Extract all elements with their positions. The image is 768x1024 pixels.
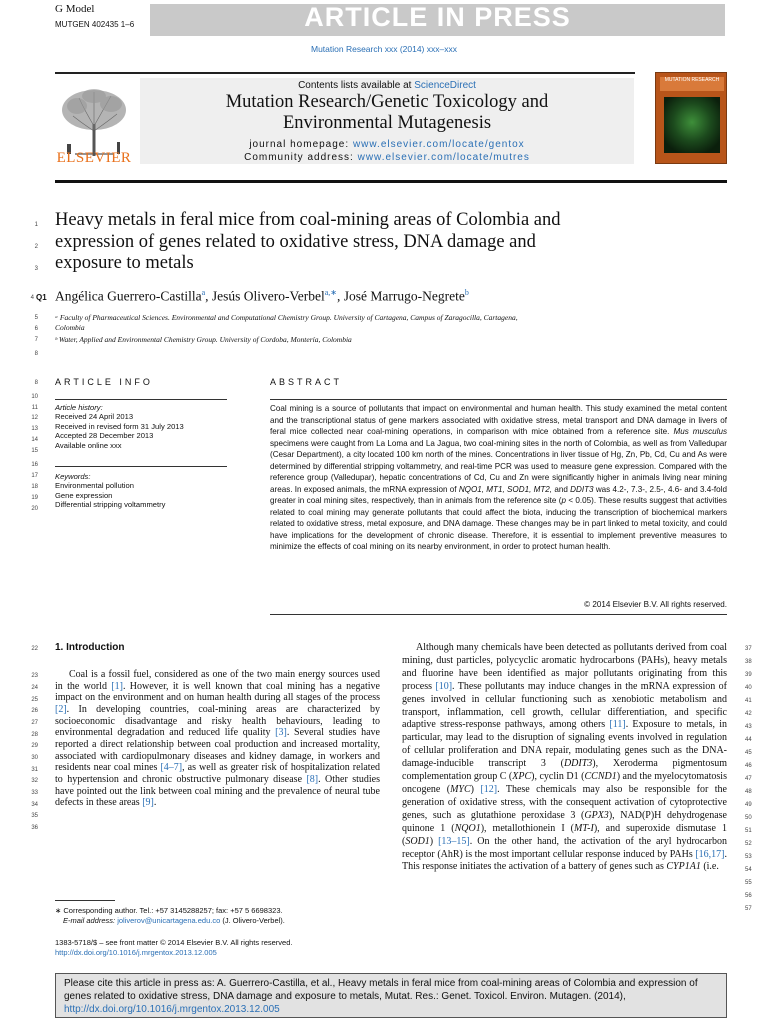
- gene-name: NQO1: [454, 822, 481, 834]
- citation-link[interactable]: [2]: [55, 703, 67, 715]
- author-affil-marker[interactable]: a: [201, 288, 206, 297]
- line-number: 4: [30, 295, 34, 301]
- gene-name: SOD1: [405, 835, 430, 847]
- homepage-link[interactable]: www.elsevier.com/locate/gentox: [352, 139, 525, 150]
- gene-name: GPX3: [584, 809, 609, 821]
- keywords-block: [55, 472, 165, 510]
- abstract-genes: NQO1, MT1, SOD1, MT2,: [458, 484, 553, 494]
- abstract-span: was 4.2-, 7.3-, 2.5-, 4.6- and 3.4-fold greater in coal mining sites, respectively, than in animals from the reference site (: [270, 484, 727, 505]
- header-bottom-rule: [55, 180, 727, 183]
- copyright-notice: © 2014 Elsevier B.V. All rights reserved.: [584, 600, 727, 609]
- history-online: Available online xxx: [55, 440, 122, 450]
- author-affil-marker[interactable]: a,∗: [324, 288, 337, 297]
- line-number: 45: [745, 750, 752, 756]
- affiliation-a-line2: Colombia: [55, 323, 85, 332]
- history-revised: Received in revised form 31 July 2013: [55, 421, 184, 431]
- article-title-line1: Heavy metals in feral mice from coal-mining areas of Colombia and: [55, 210, 561, 230]
- body-span: Coal is a fossil fuel, considered as one of the two main energy sources used in the world: [55, 669, 380, 692]
- author-affil-marker[interactable]: b: [464, 288, 469, 297]
- article-info-rule: [55, 399, 227, 400]
- elsevier-wordmark: ELSEVIER: [56, 150, 132, 166]
- line-number: 42: [745, 711, 752, 717]
- keywords-rule: [55, 466, 227, 467]
- gene-name: MYC: [450, 783, 471, 795]
- journal-cover-thumbnail[interactable]: [655, 72, 727, 164]
- line-number: 46: [745, 763, 752, 769]
- line-number: 34: [31, 802, 38, 808]
- line-number: 19: [31, 495, 38, 501]
- line-number: 41: [745, 698, 752, 704]
- gene-name: MT-I: [574, 822, 594, 834]
- g-model-label: G Model: [55, 3, 95, 15]
- citation-link[interactable]: [8]: [306, 773, 319, 785]
- gene-name: DDIT3: [563, 758, 593, 770]
- citation-link[interactable]: [11]: [609, 719, 626, 731]
- cover-image: [664, 97, 720, 153]
- author-name: Angélica Guerrero-Castilla: [55, 288, 202, 304]
- line-number: 40: [745, 685, 752, 691]
- line-number: 35: [31, 813, 38, 819]
- affiliation-a: [55, 313, 625, 333]
- keyword-item[interactable]: Differential stripping voltammetry: [55, 500, 166, 510]
- community-link[interactable]: www.elsevier.com/locate/mutres: [357, 152, 530, 163]
- line-number: 51: [745, 828, 752, 834]
- author-list: Angélica Guerrero-Castilla$^a$, Jesús Olivero-Verbel$^{a,∗}$, José Marrugo-Negrete$^b$: [55, 288, 469, 304]
- line-number: 31: [31, 767, 38, 773]
- line-number: 44: [745, 737, 752, 743]
- line-number: 36: [31, 825, 38, 831]
- line-number: 54: [745, 867, 752, 873]
- body-span: . Several studies have reported a direct relationship between coal production and increased mortality, associated with cardiopulmonary diseases and kidney damage, in workers and residents near coal mines: [55, 727, 380, 774]
- article-in-press-text: ARTICLE IN PRESS: [304, 2, 571, 32]
- line-number: 37: [745, 646, 752, 652]
- cover-title: MUTATION RESEARCH: [660, 77, 724, 91]
- line-number: 8: [34, 380, 38, 386]
- abstract-gene: DDIT3: [570, 484, 594, 494]
- issn-block: [55, 938, 292, 958]
- citation-doi-link[interactable]: http://dx.doi.org/10.1016/j.mrgentox.2013.12.005: [64, 1004, 280, 1015]
- history-accepted: Accepted 28 December 2013: [55, 431, 154, 441]
- line-number: 50: [745, 815, 752, 821]
- journal-reference[interactable]: Mutation Research xxx (2014) xxx–xxx: [311, 44, 457, 54]
- line-number: 14: [31, 437, 38, 443]
- body-span: ), cyclin D1 (: [531, 771, 585, 783]
- article-history: [55, 403, 184, 450]
- line-number: 12: [31, 415, 38, 421]
- journal-title-line1: Mutation Research/Genetic Toxicology and: [225, 92, 549, 112]
- body-span: . These pollutants may induce changes in the mRNA expression of genes involved in cellular functioning such as xenobiotic metabolism and transport, inflammation, cell growth, cellular differentiation, and specific adaptive stress-response pathways, among others: [402, 680, 727, 731]
- article-info-heading: ARTICLE INFO: [55, 377, 153, 387]
- body-span: Although many chemicals have been detected as pollutants derived from coal mining, dust particles, polycyclic aromatic hydrocarbons (PAHs), heavy metals and fluorine have been identified as major pollutants originating from this process: [402, 642, 727, 692]
- abstract-span: and: [552, 484, 571, 494]
- query-marker[interactable]: Q1: [36, 293, 47, 302]
- line-number: 55: [745, 880, 752, 886]
- line-number: 38: [745, 659, 752, 665]
- line-number: 1: [34, 222, 38, 228]
- keyword-item[interactable]: Environmental pollution: [55, 481, 134, 491]
- author-name: José Marrugo-Negrete: [343, 288, 465, 304]
- sciencedirect-link[interactable]: ScienceDirect: [414, 80, 476, 91]
- citation-link[interactable]: [10]: [435, 680, 453, 692]
- article-title-line3: exposure to metals: [55, 253, 194, 273]
- manuscript-id: MUTGEN 402435 1–6: [55, 20, 135, 29]
- gene-name: CCND1: [584, 771, 617, 783]
- body-span: . However, it is well known that coal mining has a negative impact on the environment and on human health during all stages of the process: [55, 680, 380, 704]
- body-span: ), Xeroderma pigmentosum complementation group C (: [402, 758, 727, 783]
- body-span: . Exposure to metals, in particular, may lead to the disruption of signaling events involved in regulation of cellular proliferation and DNA repair, modulating genes such as the DNA-damage-inducible transcript 3 (: [402, 719, 727, 770]
- body-span: ): [429, 835, 439, 847]
- body-span: ): [470, 783, 481, 795]
- email-link[interactable]: joliverov@unicartagena.edu.co: [117, 916, 221, 925]
- issn-line: 1383-5718/$ – see front matter © 2014 Elsevier B.V. All rights reserved.: [55, 938, 293, 947]
- line-number: 52: [745, 841, 752, 847]
- line-number: 48: [745, 789, 752, 795]
- body-span: . In developing countries, coal-mining areas are characterized by socioeconomic disadvantage and risky health behaviours, leading to environmental degradation and reduced life quality: [55, 703, 380, 739]
- email-suffix: (J. Olivero-Verbel).: [220, 916, 285, 925]
- line-number: 11: [31, 405, 38, 411]
- abstract-text: [270, 403, 727, 553]
- citation-link[interactable]: [1]: [111, 680, 123, 692]
- citation-link[interactable]: [12]: [480, 783, 498, 795]
- article-title: [55, 210, 655, 275]
- corresponding-author-footnote: [55, 906, 385, 926]
- citation-link[interactable]: [3]: [275, 727, 287, 739]
- header-top-rule: [55, 72, 635, 74]
- line-number: 18: [31, 484, 38, 490]
- contents-prefix: Contents lists available at: [298, 80, 415, 91]
- body-span: ), and superoxide dismutase 1 (: [402, 822, 728, 847]
- line-number: 26: [31, 708, 38, 714]
- abstract-span: specimens were caught from La Loma and La Jagua, two coal-mining sites in the north of Colombia, as well as from Valledupar (Cesar Department), a city located 100 km north of the mines. Concentrations in liver tissue of Hg, Zn, Pb, Cd, Cu and As were determined by differential stripping voltammetry, and real-time PCR was used to measure gene expression. Compared with the reference group (Valledupar), hepatic concentrations of Cd, Cu and Zn were significantly higher in animals living near mining areas. In exposed animals, the mRNA expression of: [270, 438, 727, 494]
- introduction-heading: 1. Introduction: [55, 642, 125, 653]
- line-number: 47: [745, 776, 752, 782]
- line-number: 2: [34, 244, 38, 250]
- author-name: Jesús Olivero-Verbel: [211, 288, 325, 304]
- community-label: Community address:: [244, 152, 358, 163]
- line-number: 15: [31, 448, 38, 454]
- abstract-p-value: p: [561, 496, 566, 505]
- history-label: Article history:: [55, 403, 103, 412]
- line-number: 28: [31, 732, 38, 738]
- citation-notice-box: [55, 973, 727, 1018]
- gene-name: XPC: [512, 771, 532, 783]
- keyword-item[interactable]: Gene expression: [55, 490, 113, 500]
- doi-link[interactable]: http://dx.doi.org/10.1016/j.mrgentox.2013.12.005: [55, 948, 217, 957]
- line-number: 33: [31, 790, 38, 796]
- gene-name: CYP1A1: [666, 861, 701, 873]
- line-number: 13: [31, 426, 38, 432]
- line-number: 5: [34, 315, 38, 321]
- keywords-label: Keywords:: [55, 472, 91, 481]
- line-number: 20: [31, 506, 38, 512]
- abstract-species: Mus musculus: [673, 427, 727, 436]
- line-number: 16: [31, 462, 38, 468]
- line-number: 24: [31, 685, 38, 691]
- body-span: . These chemicals may also be responsible for the generation of oxidative stress, with the consequent activation of cytoprotective genes, such as glutathione peroxidase 3 (: [402, 783, 727, 821]
- email-label: E-mail address:: [63, 916, 118, 925]
- affiliation-a-line1: ᵃ Faculty of Pharmaceutical Sciences. Environmental and Computational Chemistry Group. University of Cartagena, Campus of Zaragocilla, Cartagena,: [55, 313, 518, 322]
- affiliation-b: ᵇ Water, Applied and Environmental Chemistry Group. University of Cordoba, Montería, Colombia: [55, 335, 352, 344]
- line-number: 23: [31, 673, 38, 679]
- body-span: ), NAD(P)H dehydrogenase quinone 1 (: [402, 809, 727, 834]
- journal-title-line2: Environmental Mutagenesis: [282, 113, 492, 133]
- corresponding-author: ∗ Corresponding author. Tel.: +57 3145288257; fax: +57 5 6698323.: [55, 906, 283, 915]
- line-number: 29: [31, 743, 38, 749]
- line-number: 49: [745, 802, 752, 808]
- line-number: 32: [31, 778, 38, 784]
- body-span: , as well as greater risk of hospitalization related to hypertension and chronic obstructive pulmonary disease: [55, 762, 381, 785]
- line-number: 10: [31, 394, 38, 400]
- line-number: 8: [34, 351, 38, 357]
- line-number: 43: [745, 724, 752, 730]
- body-span: .: [153, 797, 157, 809]
- line-number: 39: [745, 672, 752, 678]
- body-span: . This response initiates the activation of a battery of genes such as: [402, 848, 727, 873]
- journal-title: [140, 92, 634, 134]
- line-number: 17: [31, 473, 38, 479]
- contents-line: [140, 80, 634, 91]
- citation-link[interactable]: [13–15]: [438, 835, 470, 847]
- line-number: 6: [34, 326, 38, 332]
- line-number: 7: [34, 337, 38, 343]
- intro-paragraph-left: [55, 669, 380, 809]
- body-span: ), metallothionein I (: [480, 822, 574, 834]
- journal-homepage: [140, 138, 634, 164]
- line-number: 53: [745, 854, 752, 860]
- line-number: 57: [745, 906, 752, 912]
- homepage-label: journal homepage:: [249, 139, 353, 150]
- line-number: 25: [31, 697, 38, 703]
- article-title-line2: expression of genes related to oxidative stress, DNA damage and: [55, 231, 536, 252]
- citation-link[interactable]: [9]: [142, 797, 154, 809]
- abstract-span: < 0.05). These results suggest that activities related to coal mining may generate pollutants that could affect the biota, inducing the transcription of biochemical markers related to oxidative stress, metal exposure, and DNA damage. These changes may be in part linked to metal toxicity, and could have implications for the development of chronic disease. Therefore, it is essential to implement preventive measures to minimize the effects of coal mining on its nearby environment, in order to protect human health.: [270, 496, 727, 551]
- abstract-bottom-rule: [270, 614, 727, 615]
- body-span: (i.e.: [700, 861, 719, 873]
- abstract-rule: [270, 399, 727, 400]
- line-number: 27: [31, 720, 38, 726]
- line-number: 56: [745, 893, 752, 899]
- line-number: 22: [31, 646, 38, 652]
- citation-notice-text: Please cite this article in press as: A. Guerrero-Castilla, et al., Heavy metals in feral mice from coal-mining areas of Colombia and expression of genes related to oxidative stress, DNA damage and exposure to metals, Mutat. Res.: Genet. Toxicol. Environ. Mutagen. (2014),: [64, 978, 698, 1002]
- line-number: 30: [31, 755, 38, 761]
- intro-paragraph-right: [402, 642, 727, 874]
- line-number: 3: [34, 266, 38, 272]
- footnote-rule: [55, 900, 115, 901]
- body-span: ) and the myelocytomatosis oncogene (: [402, 771, 727, 795]
- abstract-span: Coal mining is a source of pollutants that impact on environmental and human health. This study examined the metal content and the transcriptional status of gene markers associated with oxidative stress, metal transport and DNA damage in livers of feral mice collected near coal-mining operations, in comparison with mice obtained from a reference site.: [270, 404, 727, 436]
- body-span: . Other studies have pointed out the link between coal mining and the prevalence of neural tube defects in these areas: [55, 773, 380, 809]
- abstract-heading: ABSTRACT: [270, 377, 343, 387]
- body-span: . On the other hand, the activation of the aryl hydrocarbon receptor (AhR) is the most important cellular response induced by PAHs: [402, 835, 727, 860]
- citation-link[interactable]: [4–7]: [160, 762, 183, 774]
- history-received: Received 24 April 2013: [55, 412, 134, 422]
- citation-link[interactable]: [16,17]: [695, 848, 725, 860]
